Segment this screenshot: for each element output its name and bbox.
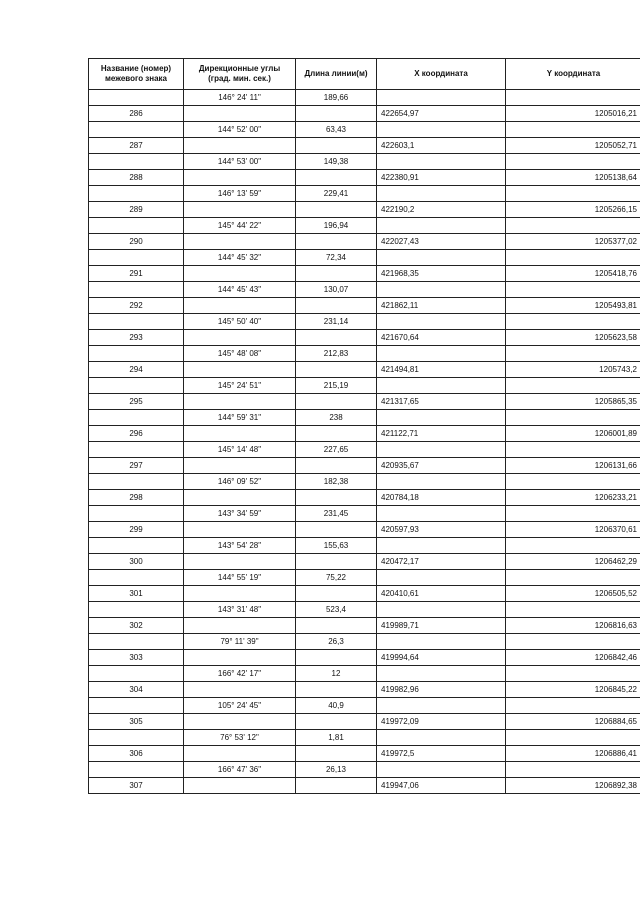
segment-y-cell — [506, 762, 640, 778]
segment-row — [89, 218, 640, 234]
segment-row — [89, 762, 640, 778]
segment-x-cell — [377, 410, 506, 426]
segment-angle: 105° 24' 45" — [184, 698, 296, 714]
segment-y-cell — [506, 186, 640, 202]
segment-y-cell — [506, 666, 640, 682]
point-y: 1205266,15 — [506, 202, 640, 218]
segment-name-cell — [89, 410, 184, 426]
point-name: 290 — [89, 234, 184, 250]
point-angle-cell — [184, 618, 296, 634]
segment-length: 1,81 — [296, 730, 377, 746]
point-name: 297 — [89, 458, 184, 474]
segment-length: 72,34 — [296, 250, 377, 266]
segment-x-cell — [377, 378, 506, 394]
point-row — [89, 618, 640, 634]
segment-row — [89, 474, 640, 490]
segment-x-cell — [377, 730, 506, 746]
point-x: 422190,2 — [377, 202, 506, 218]
point-row — [89, 554, 640, 570]
point-name: 303 — [89, 650, 184, 666]
point-name: 286 — [89, 106, 184, 122]
segment-x-cell — [377, 666, 506, 682]
segment-name-cell — [89, 570, 184, 586]
point-x: 421317,65 — [377, 394, 506, 410]
table-body — [89, 90, 640, 794]
segment-name-cell — [89, 762, 184, 778]
point-name: 293 — [89, 330, 184, 346]
point-x: 420597,93 — [377, 522, 506, 538]
segment-x-cell — [377, 186, 506, 202]
segment-length: 75,22 — [296, 570, 377, 586]
point-row — [89, 714, 640, 730]
point-name: 292 — [89, 298, 184, 314]
point-name: 291 — [89, 266, 184, 282]
point-y: 1205418,76 — [506, 266, 640, 282]
point-angle-cell — [184, 394, 296, 410]
segment-y-cell — [506, 90, 640, 106]
point-x: 419947,06 — [377, 778, 506, 794]
point-row — [89, 298, 640, 314]
segment-x-cell — [377, 218, 506, 234]
segment-angle: 145° 44' 22" — [184, 218, 296, 234]
point-angle-cell — [184, 650, 296, 666]
segment-x-cell — [377, 634, 506, 650]
segment-row — [89, 90, 640, 106]
point-angle-cell — [184, 554, 296, 570]
segment-x-cell — [377, 698, 506, 714]
segment-name-cell — [89, 442, 184, 458]
point-angle-cell — [184, 202, 296, 218]
point-name: 295 — [89, 394, 184, 410]
segment-row — [89, 122, 640, 138]
segment-x-cell — [377, 762, 506, 778]
table-header-row — [89, 59, 640, 90]
point-length-cell — [296, 234, 377, 250]
point-x: 421670,64 — [377, 330, 506, 346]
point-x: 419989,71 — [377, 618, 506, 634]
point-y: 1206884,65 — [506, 714, 640, 730]
point-name: 299 — [89, 522, 184, 538]
point-length-cell — [296, 266, 377, 282]
segment-row — [89, 730, 640, 746]
point-length-cell — [296, 746, 377, 762]
segment-y-cell — [506, 314, 640, 330]
point-row — [89, 682, 640, 698]
segment-length: 227,65 — [296, 442, 377, 458]
point-length-cell — [296, 330, 377, 346]
segment-length: 238 — [296, 410, 377, 426]
point-angle-cell — [184, 682, 296, 698]
segment-angle: 79° 11' 39" — [184, 634, 296, 650]
segment-y-cell — [506, 346, 640, 362]
point-row — [89, 170, 640, 186]
segment-row — [89, 634, 640, 650]
point-y: 1206131,66 — [506, 458, 640, 474]
point-name: 305 — [89, 714, 184, 730]
point-name: 288 — [89, 170, 184, 186]
segment-row — [89, 698, 640, 714]
segment-y-cell — [506, 602, 640, 618]
segment-row — [89, 410, 640, 426]
segment-length: 63,43 — [296, 122, 377, 138]
point-length-cell — [296, 586, 377, 602]
point-length-cell — [296, 458, 377, 474]
header-name: Название (номер) межевого знака — [89, 59, 184, 90]
point-x: 419982,96 — [377, 682, 506, 698]
point-length-cell — [296, 490, 377, 506]
point-y: 1206233,21 — [506, 490, 640, 506]
segment-name-cell — [89, 314, 184, 330]
point-row — [89, 586, 640, 602]
point-length-cell — [296, 426, 377, 442]
point-x: 419972,5 — [377, 746, 506, 762]
point-row — [89, 490, 640, 506]
segment-x-cell — [377, 602, 506, 618]
point-length-cell — [296, 394, 377, 410]
segment-y-cell — [506, 250, 640, 266]
point-name: 287 — [89, 138, 184, 154]
point-x: 422654,97 — [377, 106, 506, 122]
segment-name-cell — [89, 538, 184, 554]
segment-y-cell — [506, 730, 640, 746]
point-x: 420784,18 — [377, 490, 506, 506]
point-y: 1206370,61 — [506, 522, 640, 538]
point-name: 301 — [89, 586, 184, 602]
point-y: 1206845,22 — [506, 682, 640, 698]
point-angle-cell — [184, 490, 296, 506]
point-angle-cell — [184, 234, 296, 250]
segment-name-cell — [89, 506, 184, 522]
segment-row — [89, 666, 640, 682]
segment-length: 182,38 — [296, 474, 377, 490]
point-name: 296 — [89, 426, 184, 442]
point-length-cell — [296, 778, 377, 794]
point-length-cell — [296, 522, 377, 538]
segment-x-cell — [377, 442, 506, 458]
segment-length: 231,14 — [296, 314, 377, 330]
segment-angle: 146° 09' 52" — [184, 474, 296, 490]
segment-x-cell — [377, 314, 506, 330]
point-length-cell — [296, 138, 377, 154]
point-x: 421862,11 — [377, 298, 506, 314]
point-length-cell — [296, 714, 377, 730]
segment-angle: 166° 47' 36" — [184, 762, 296, 778]
segment-y-cell — [506, 154, 640, 170]
point-length-cell — [296, 298, 377, 314]
point-angle-cell — [184, 170, 296, 186]
point-y: 1205623,58 — [506, 330, 640, 346]
segment-name-cell — [89, 122, 184, 138]
segment-y-cell — [506, 410, 640, 426]
point-y: 1205052,71 — [506, 138, 640, 154]
point-angle-cell — [184, 778, 296, 794]
segment-name-cell — [89, 474, 184, 490]
segment-angle: 166° 42' 17" — [184, 666, 296, 682]
point-angle-cell — [184, 426, 296, 442]
segment-angle: 144° 53' 00" — [184, 154, 296, 170]
segment-angle: 145° 48' 08" — [184, 346, 296, 362]
point-x: 421494,81 — [377, 362, 506, 378]
point-y: 1205016,21 — [506, 106, 640, 122]
point-angle-cell — [184, 266, 296, 282]
segment-name-cell — [89, 154, 184, 170]
segment-x-cell — [377, 506, 506, 522]
point-angle-cell — [184, 714, 296, 730]
segment-row — [89, 506, 640, 522]
point-row — [89, 362, 640, 378]
segment-length: 130,07 — [296, 282, 377, 298]
point-row — [89, 650, 640, 666]
point-row — [89, 426, 640, 442]
point-x: 420472,17 — [377, 554, 506, 570]
point-x: 419994,64 — [377, 650, 506, 666]
segment-length: 155,63 — [296, 538, 377, 554]
segment-angle: 144° 52' 00" — [184, 122, 296, 138]
segment-angle: 144° 45' 32" — [184, 250, 296, 266]
point-y: 1206842,46 — [506, 650, 640, 666]
segment-x-cell — [377, 90, 506, 106]
point-length-cell — [296, 202, 377, 218]
segment-y-cell — [506, 698, 640, 714]
header-x: X координата — [377, 59, 506, 90]
segment-angle: 76° 53' 12" — [184, 730, 296, 746]
segment-name-cell — [89, 666, 184, 682]
point-name: 298 — [89, 490, 184, 506]
segment-row — [89, 154, 640, 170]
segment-name-cell — [89, 90, 184, 106]
point-angle-cell — [184, 138, 296, 154]
segment-x-cell — [377, 474, 506, 490]
segment-length: 12 — [296, 666, 377, 682]
point-x: 422603,1 — [377, 138, 506, 154]
point-angle-cell — [184, 746, 296, 762]
point-x: 420935,67 — [377, 458, 506, 474]
point-row — [89, 394, 640, 410]
segment-row — [89, 378, 640, 394]
segment-angle: 145° 24' 51" — [184, 378, 296, 394]
header-length: Длина линии(м) — [296, 59, 377, 90]
point-x: 422027,43 — [377, 234, 506, 250]
segment-x-cell — [377, 122, 506, 138]
segment-length: 215,19 — [296, 378, 377, 394]
segment-row — [89, 282, 640, 298]
point-row — [89, 746, 640, 762]
segment-y-cell — [506, 538, 640, 554]
point-y: 1206886,41 — [506, 746, 640, 762]
segment-length: 231,45 — [296, 506, 377, 522]
point-angle-cell — [184, 586, 296, 602]
point-row — [89, 106, 640, 122]
point-row — [89, 522, 640, 538]
segment-name-cell — [89, 250, 184, 266]
segment-angle: 143° 34' 59" — [184, 506, 296, 522]
point-name: 289 — [89, 202, 184, 218]
segment-name-cell — [89, 218, 184, 234]
point-row — [89, 202, 640, 218]
point-y: 1205138,64 — [506, 170, 640, 186]
point-x: 421968,35 — [377, 266, 506, 282]
segment-angle: 143° 31' 48" — [184, 602, 296, 618]
segment-angle: 146° 24' 11" — [184, 90, 296, 106]
segment-y-cell — [506, 634, 640, 650]
segment-length: 26,3 — [296, 634, 377, 650]
segment-y-cell — [506, 570, 640, 586]
point-row — [89, 458, 640, 474]
point-length-cell — [296, 682, 377, 698]
segment-y-cell — [506, 442, 640, 458]
segment-x-cell — [377, 282, 506, 298]
segment-name-cell — [89, 186, 184, 202]
segment-row — [89, 186, 640, 202]
segment-x-cell — [377, 570, 506, 586]
point-angle-cell — [184, 522, 296, 538]
segment-length: 212,83 — [296, 346, 377, 362]
segment-length: 26,13 — [296, 762, 377, 778]
segment-angle: 145° 14' 48" — [184, 442, 296, 458]
segment-y-cell — [506, 122, 640, 138]
point-name: 304 — [89, 682, 184, 698]
segment-x-cell — [377, 250, 506, 266]
point-length-cell — [296, 554, 377, 570]
segment-row — [89, 250, 640, 266]
point-length-cell — [296, 170, 377, 186]
point-length-cell — [296, 618, 377, 634]
point-y: 1206816,63 — [506, 618, 640, 634]
header-y: Y координата — [506, 59, 640, 90]
point-row — [89, 330, 640, 346]
segment-row — [89, 314, 640, 330]
segment-length: 189,66 — [296, 90, 377, 106]
segment-angle: 144° 55' 19" — [184, 570, 296, 586]
segment-angle: 146° 13' 59" — [184, 186, 296, 202]
point-x: 422380,91 — [377, 170, 506, 186]
segment-length: 149,38 — [296, 154, 377, 170]
coordinates-table — [88, 58, 640, 794]
segment-name-cell — [89, 282, 184, 298]
point-y: 1206462,29 — [506, 554, 640, 570]
segment-y-cell — [506, 218, 640, 234]
point-row — [89, 266, 640, 282]
point-y: 1205743,2 — [506, 362, 640, 378]
segment-length: 196,94 — [296, 218, 377, 234]
segment-angle: 143° 54' 28" — [184, 538, 296, 554]
segment-row — [89, 538, 640, 554]
segment-name-cell — [89, 634, 184, 650]
point-length-cell — [296, 650, 377, 666]
segment-name-cell — [89, 602, 184, 618]
point-angle-cell — [184, 330, 296, 346]
point-row — [89, 138, 640, 154]
segment-row — [89, 602, 640, 618]
point-y: 1205493,81 — [506, 298, 640, 314]
point-name: 300 — [89, 554, 184, 570]
point-x: 421122,71 — [377, 426, 506, 442]
segment-name-cell — [89, 346, 184, 362]
segment-angle: 144° 45' 43" — [184, 282, 296, 298]
segment-x-cell — [377, 346, 506, 362]
point-y: 1206892,38 — [506, 778, 640, 794]
point-angle-cell — [184, 298, 296, 314]
segment-name-cell — [89, 378, 184, 394]
point-x: 419972,09 — [377, 714, 506, 730]
segment-name-cell — [89, 698, 184, 714]
point-y: 1205865,35 — [506, 394, 640, 410]
point-name: 306 — [89, 746, 184, 762]
point-length-cell — [296, 106, 377, 122]
point-name: 302 — [89, 618, 184, 634]
point-row — [89, 778, 640, 794]
segment-length: 40,9 — [296, 698, 377, 714]
segment-y-cell — [506, 506, 640, 522]
point-angle-cell — [184, 106, 296, 122]
segment-row — [89, 442, 640, 458]
segment-y-cell — [506, 474, 640, 490]
point-x: 420410,61 — [377, 586, 506, 602]
segment-length: 229,41 — [296, 186, 377, 202]
segment-name-cell — [89, 730, 184, 746]
segment-y-cell — [506, 282, 640, 298]
segment-x-cell — [377, 154, 506, 170]
point-name: 294 — [89, 362, 184, 378]
point-length-cell — [296, 362, 377, 378]
segment-angle: 145° 50' 40" — [184, 314, 296, 330]
point-row — [89, 234, 640, 250]
segment-y-cell — [506, 378, 640, 394]
point-y: 1206505,52 — [506, 586, 640, 602]
point-angle-cell — [184, 362, 296, 378]
point-y: 1206001,89 — [506, 426, 640, 442]
header-angle: Дирекционные углы (град. мин. сек.) — [184, 59, 296, 90]
segment-angle: 144° 59' 31" — [184, 410, 296, 426]
point-y: 1205377,02 — [506, 234, 640, 250]
segment-length: 523,4 — [296, 602, 377, 618]
point-name: 307 — [89, 778, 184, 794]
segment-x-cell — [377, 538, 506, 554]
segment-row — [89, 346, 640, 362]
segment-row — [89, 570, 640, 586]
point-angle-cell — [184, 458, 296, 474]
